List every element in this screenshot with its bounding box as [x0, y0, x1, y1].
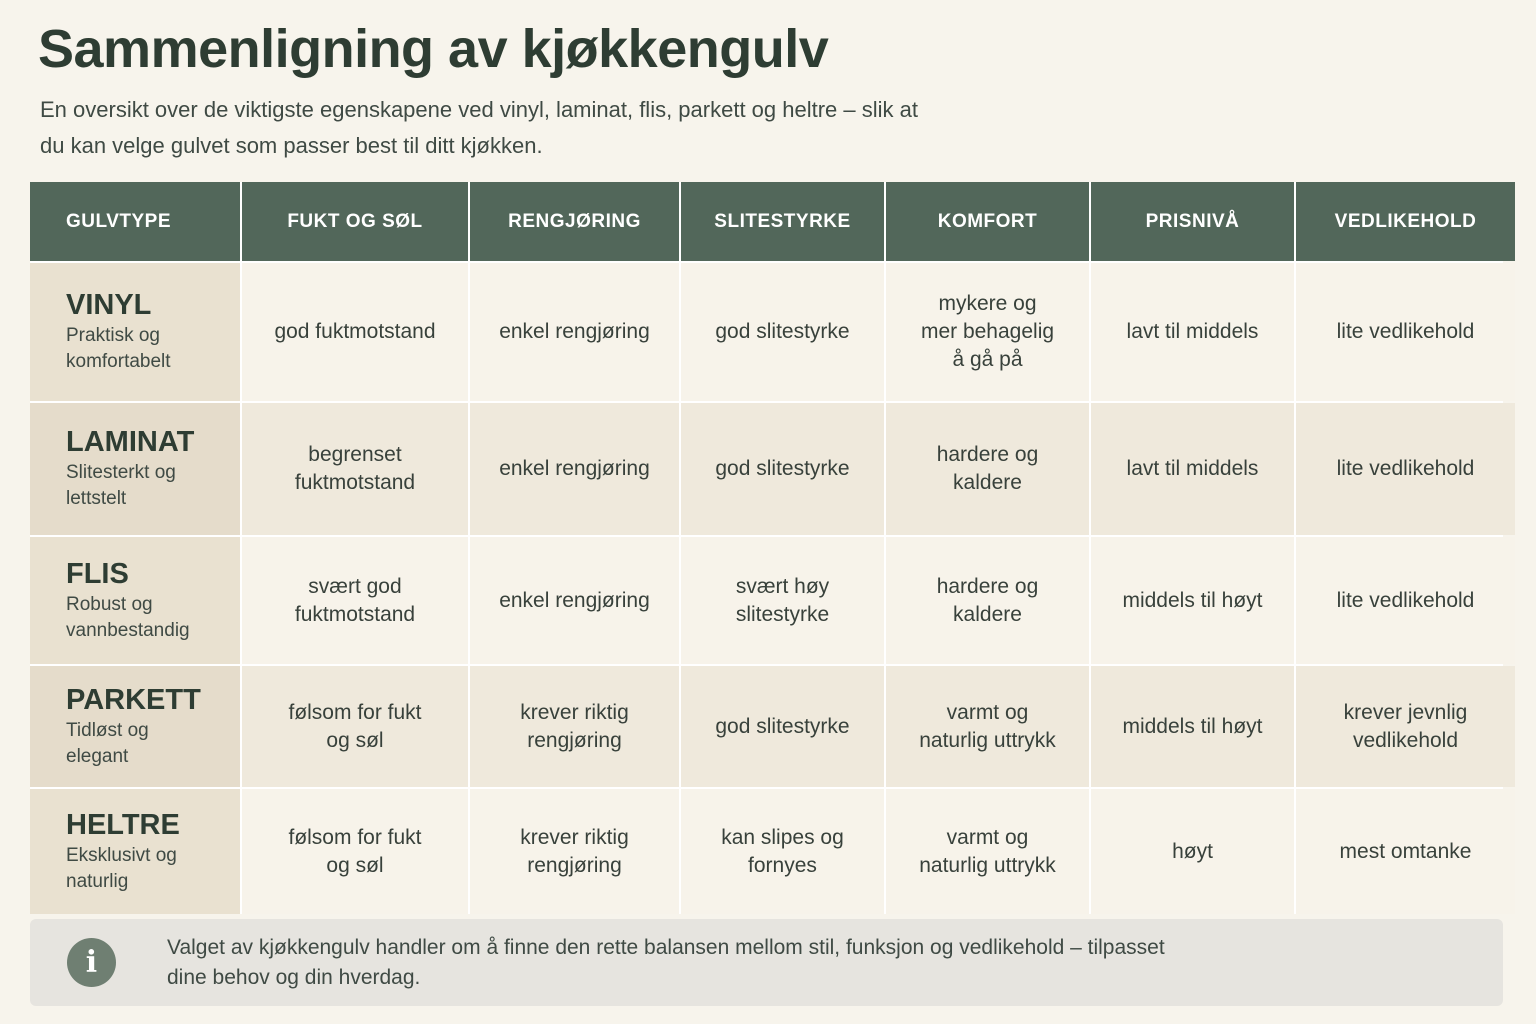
table-cell: middels til høyt — [1091, 666, 1294, 787]
floor-type-name: PARKETT — [66, 683, 201, 716]
table-cell: lite vedlikehold — [1296, 263, 1515, 401]
floor-type-name: FLIS — [66, 557, 129, 590]
table-cell: følsom for fukt og søl — [242, 666, 468, 787]
row-header-flis — [30, 537, 240, 664]
floor-type-name: HELTRE — [66, 808, 180, 841]
table-cell: lavt til middels — [1091, 403, 1294, 535]
floor-type-description: Robust og vannbestandig — [66, 593, 190, 641]
floor-type-description: Eksklusivt og naturlig — [66, 844, 177, 892]
table-cell: lite vedlikehold — [1296, 403, 1515, 535]
page-subtitle: En oversikt over de viktigste egenskapene ved vinyl, laminat, flis, parkett og heltre – slik at du kan velge gulvet som passer best til ditt kjøkken. — [40, 97, 918, 158]
floor-type-description: Praktisk og komfortabelt — [66, 325, 171, 372]
column-header-rengjoring: RENGJØRING — [470, 182, 679, 261]
floor-type-description: Slitesterkt og lettstelt — [66, 462, 176, 509]
table-cell: mykere og mer behagelig å gå på — [886, 263, 1089, 401]
floor-type-name: LAMINAT — [66, 426, 195, 458]
table-cell: krever riktig rengjøring — [470, 666, 679, 787]
table-cell: enkel rengjøring — [470, 537, 679, 664]
column-header-prisniva: PRISNIVÅ — [1091, 182, 1294, 261]
comparison-table — [30, 182, 1503, 914]
column-header-slitestyrke: SLITESTYRKE — [681, 182, 884, 261]
table-cell: mest omtanke — [1296, 789, 1515, 914]
table-cell: lavt til middels — [1091, 263, 1294, 401]
table-cell: god slitestyrke — [681, 263, 884, 401]
info-note-text: Valget av kjøkkengulv handler om å finne den rette balansen mellom stil, funksjon og vedlikehold – tilpasset dine behov og din hverdag. — [167, 936, 1165, 989]
column-header-gulvtype: GULVTYPE — [30, 182, 240, 261]
table-cell: god fuktmotstand — [242, 263, 468, 401]
table-cell: følsom for fukt og søl — [242, 789, 468, 914]
table-cell: svært høy slitestyrke — [681, 537, 884, 664]
info-icon: i — [67, 938, 116, 987]
table-cell: lite vedlikehold — [1296, 537, 1515, 664]
row-header-laminat — [30, 403, 240, 535]
table-cell: god slitestyrke — [681, 403, 884, 535]
column-header-vedlikehold: VEDLIKEHOLD — [1296, 182, 1515, 261]
table-cell: hardere og kaldere — [886, 537, 1089, 664]
table-cell: kan slipes og fornyes — [681, 789, 884, 914]
column-header-fukt: FUKT OG SØL — [242, 182, 468, 261]
row-header-parkett — [30, 666, 240, 787]
row-header-heltre — [30, 789, 240, 914]
table-cell: enkel rengjøring — [470, 403, 679, 535]
table-cell: god slitestyrke — [681, 666, 884, 787]
table-cell: varmt og naturlig uttrykk — [886, 666, 1089, 787]
row-header-vinyl — [30, 263, 240, 401]
table-cell: krever riktig rengjøring — [470, 789, 679, 914]
floor-type-name: VINYL — [66, 289, 152, 321]
table-cell: høyt — [1091, 789, 1294, 914]
floor-type-description: Tidløst og elegant — [66, 719, 149, 767]
table-cell: svært god fuktmotstand — [242, 537, 468, 664]
table-cell: hardere og kaldere — [886, 403, 1089, 535]
column-header-komfort: KOMFORT — [886, 182, 1089, 261]
table-cell: enkel rengjøring — [470, 263, 679, 401]
page-title: Sammenligning av kjøkkengulv — [38, 19, 829, 79]
table-cell: krever jevnlig vedlikehold — [1296, 666, 1515, 787]
info-note — [30, 919, 1503, 1006]
table-cell: middels til høyt — [1091, 537, 1294, 664]
table-cell: begrenset fuktmotstand — [242, 403, 468, 535]
table-cell: varmt og naturlig uttrykk — [886, 789, 1089, 914]
